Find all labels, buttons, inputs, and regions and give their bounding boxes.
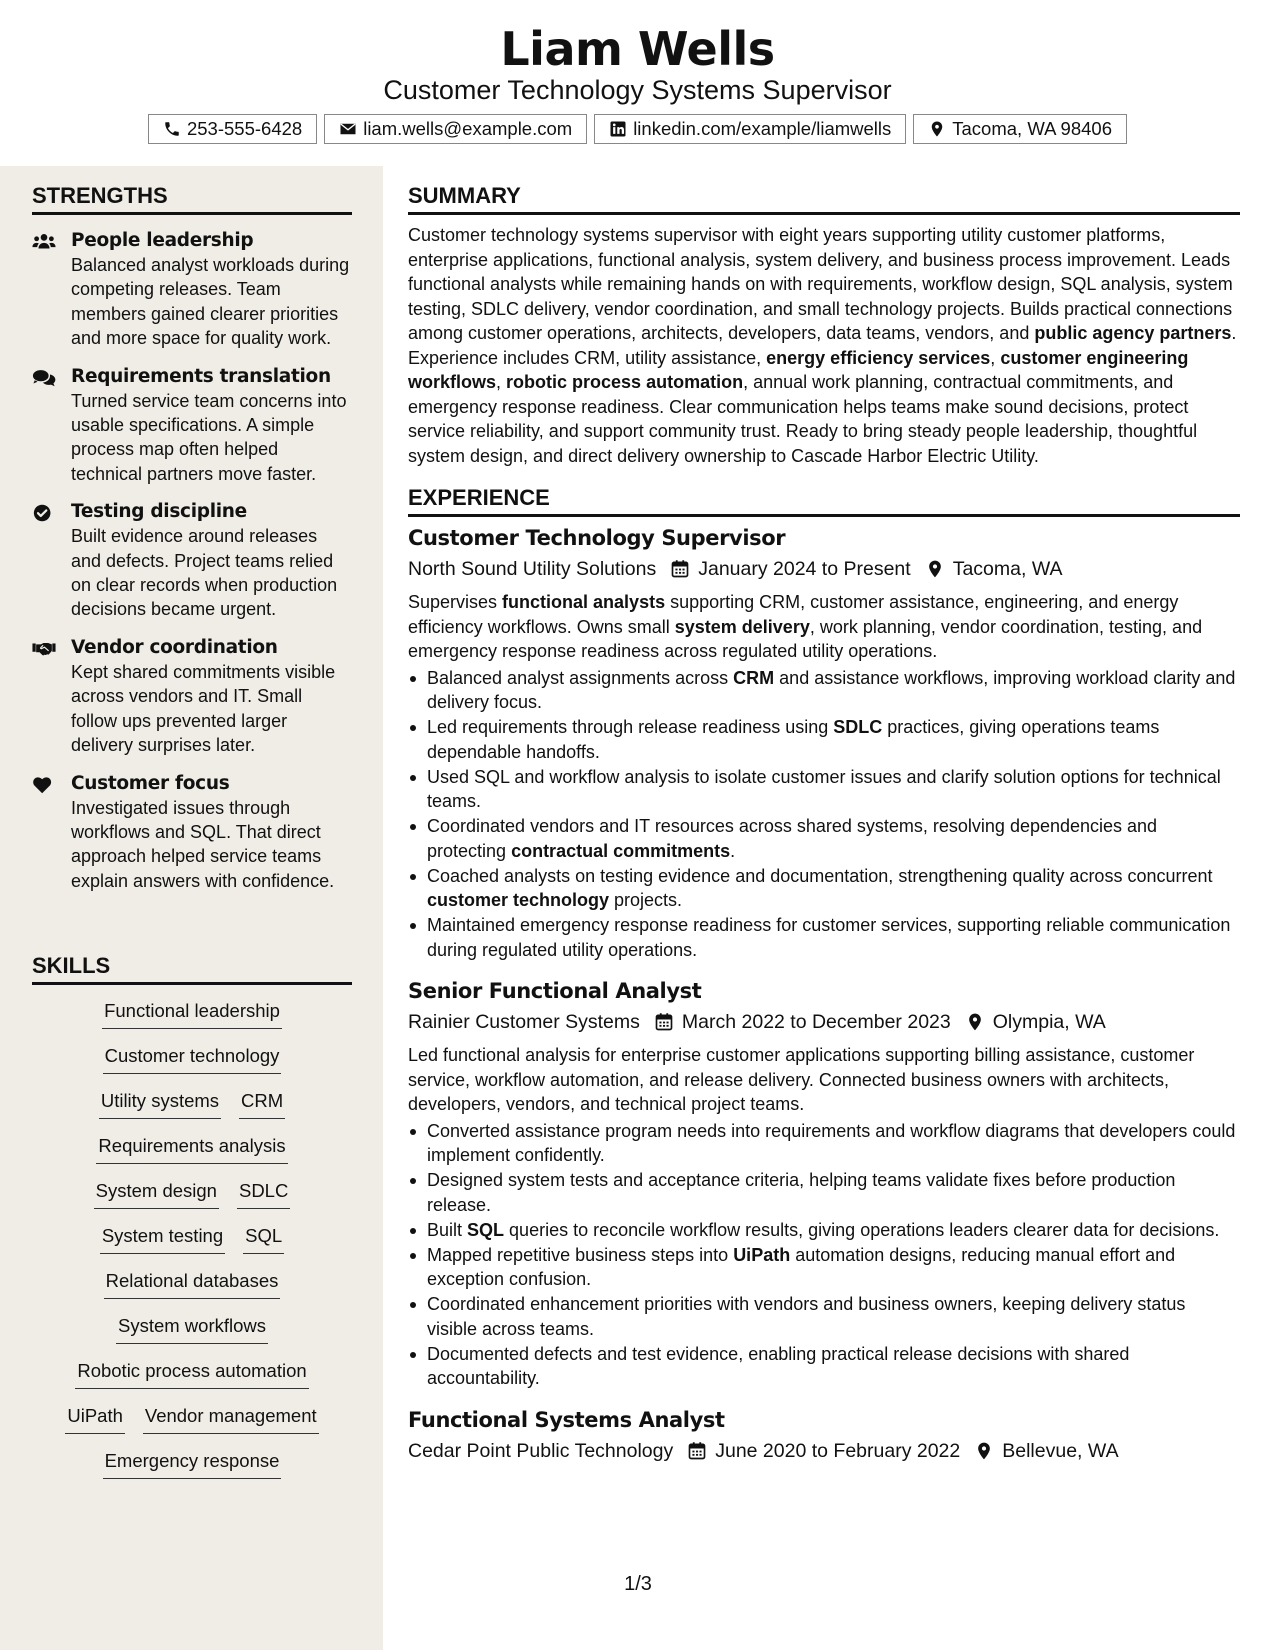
job-meta bbox=[408, 1436, 1240, 1466]
strength-item bbox=[32, 772, 352, 894]
job-company: Cedar Point Public Technology bbox=[408, 1439, 674, 1462]
skill-tag: Relational databases bbox=[104, 1269, 281, 1299]
strength-desc: Investigated issues through workflows and SQL. That direct approach helped service teams explain answers with confidence. bbox=[71, 797, 335, 891]
bold-phrase: robotic process automation bbox=[506, 372, 744, 392]
bold-phrase: public agency partners bbox=[1034, 323, 1232, 343]
map-pin-icon bbox=[974, 1441, 994, 1461]
skill-tag: Requirements analysis bbox=[96, 1134, 287, 1164]
bold-phrase: SQL bbox=[467, 1219, 505, 1240]
linkedin-icon bbox=[609, 120, 627, 138]
contact-location-text: Tacoma, WA 98406 bbox=[952, 118, 1112, 139]
strength-title: Requirements translation bbox=[71, 365, 331, 387]
job-meta bbox=[408, 554, 1240, 584]
job-meta bbox=[408, 1007, 1240, 1037]
bold-phrase: contractual commitments bbox=[511, 840, 731, 861]
skill-tag: Robotic process automation bbox=[75, 1359, 308, 1389]
skill-tag: CRM bbox=[239, 1089, 285, 1119]
bold-phrase: CRM bbox=[733, 667, 775, 688]
skill-tag: Customer technology bbox=[103, 1044, 282, 1074]
skill-row bbox=[32, 1134, 352, 1179]
job-location: Tacoma, WA bbox=[952, 558, 1063, 580]
skill-tag: Utility systems bbox=[99, 1089, 221, 1119]
job-dates: June 2020 to February 2022 bbox=[715, 1439, 961, 1462]
candidate-title: Customer Technology Systems Supervisor bbox=[383, 75, 892, 105]
comments-icon bbox=[32, 368, 56, 388]
bullet-item: Mapped repetitive business steps into UiPath automation designs, reducing manual effort and exception confusion. bbox=[408, 1243, 1240, 1292]
contact-bar bbox=[0, 114, 1275, 144]
job-bullets bbox=[408, 1119, 1240, 1391]
skill-row bbox=[32, 1269, 352, 1314]
contact-location bbox=[913, 114, 1127, 144]
bullet-item: Balanced analyst assignments across CRM and assistance workflows, improving workload clarity and delivery focus. bbox=[408, 666, 1240, 715]
skill-row bbox=[32, 1404, 352, 1449]
bullet-item: Used SQL and workflow analysis to isolate customer issues and clarify solution options for technical teams. bbox=[408, 765, 1240, 814]
job-entry bbox=[408, 523, 1240, 962]
bullet-item: Built SQL queries to reconcile workflow results, giving operations leaders clearer data for decisions. bbox=[408, 1218, 1240, 1243]
skills-heading: SKILLS bbox=[32, 952, 352, 985]
job-company: Rainier Customer Systems bbox=[408, 1011, 640, 1033]
bullet-item: Led requirements through release readiness using SDLC practices, giving operations teams dependable handoffs. bbox=[408, 715, 1240, 764]
job-title: Functional Systems Analyst bbox=[408, 1407, 725, 1432]
job-entry bbox=[408, 1405, 1240, 1466]
bold-phrase: energy efficiency services bbox=[766, 347, 991, 368]
skill-tag: SQL bbox=[243, 1224, 284, 1254]
job-dates: March 2022 to December 2023 bbox=[681, 1011, 951, 1033]
job-description: Led functional analysis for enterprise customer applications supporting billing assistance, customer service, workflow automation, and release delivery. Connected business owners with architects, developers, vendors, and technical project teams. bbox=[408, 1045, 1195, 1114]
experience-heading: EXPERIENCE bbox=[408, 484, 1240, 517]
strength-desc: Balanced analyst workloads during competing releases. Team members gained clearer priorities and more space for quality work. bbox=[71, 255, 350, 349]
experience-section bbox=[408, 484, 1240, 1466]
skill-row bbox=[32, 1359, 352, 1404]
phone-icon bbox=[163, 120, 181, 138]
skill-tag: UiPath bbox=[65, 1404, 125, 1434]
calendar-icon bbox=[687, 1441, 707, 1461]
bullet-item: Designed system tests and acceptance criteria, helping teams validate fixes before production release. bbox=[408, 1168, 1240, 1217]
strength-title: Testing discipline bbox=[71, 501, 247, 523]
skill-row bbox=[32, 1044, 352, 1089]
candidate-name: Liam Wells bbox=[500, 22, 775, 76]
bullet-item: Documented defects and test evidence, enabling practical release decisions with shared accountability. bbox=[408, 1342, 1240, 1391]
bullet-item: Coordinated vendors and IT resources across shared systems, resolving dependencies and protecting contractual commitments. bbox=[408, 814, 1240, 863]
job-title: Senior Functional Analyst bbox=[408, 979, 702, 1003]
contact-phone[interactable] bbox=[148, 114, 317, 144]
calendar-icon bbox=[654, 1012, 674, 1032]
job-company: North Sound Utility Solutions bbox=[408, 558, 657, 580]
skill-row bbox=[32, 1314, 352, 1359]
job-location: Olympia, WA bbox=[992, 1011, 1106, 1033]
resume-header bbox=[0, 0, 1275, 166]
strength-item bbox=[32, 365, 352, 487]
bold-phrase: system delivery bbox=[674, 616, 810, 637]
skill-tag: Emergency response bbox=[103, 1449, 282, 1479]
map-pin-icon bbox=[965, 1012, 985, 1032]
skill-tag: Functional leadership bbox=[102, 999, 282, 1029]
bullet-item: Coordinated enhancement priorities with vendors and business owners, keeping delivery status visible across teams. bbox=[408, 1292, 1240, 1341]
strength-desc: Kept shared commitments visible across vendors and IT. Small follow ups prevented larger delivery surprises later. bbox=[71, 661, 336, 756]
contact-linkedin-text: linkedin.com/example/liamwells bbox=[633, 118, 892, 139]
skills-section bbox=[32, 952, 352, 1494]
map-pin-icon bbox=[928, 120, 946, 138]
contact-phone-text: 253-555-6428 bbox=[186, 118, 303, 139]
job-location: Bellevue, WA bbox=[1002, 1439, 1119, 1462]
bullet-item: Converted assistance program needs into requirements and workflow diagrams that developers could implement confidently. bbox=[408, 1119, 1240, 1168]
sidebar bbox=[0, 166, 383, 1650]
strength-desc: Turned service team concerns into usable specifications. A simple process map often helped technical partners move faster. bbox=[71, 390, 347, 484]
skill-tag: Vendor management bbox=[143, 1404, 319, 1434]
bold-phrase: SDLC bbox=[833, 717, 883, 737]
job-entry bbox=[408, 976, 1240, 1391]
skill-row bbox=[32, 1224, 352, 1269]
summary-text: Customer technology systems supervisor with eight years supporting utility customer platforms, enterprise applications, functional analysis, system delivery, and business process improvement. Leads functional analysts while remaining hands on with requirements, workflow design, SQL analysis, system testing, SDLC delivery, vendor coordination, and small technology projects. Builds practical connections among customer operations, architects, developers, data teams, vendors, and public agency partners. Experience includes CRM, utility assistance, energy efficiency services, customer engineering workflows, robotic process automation, annual work planning, contractual commitments, and emergency response readiness. Clear communication helps teams make sound decisions, protect service reliability, and support community trust. Ready to bring steady people leadership, thoughtful system design, and direct delivery ownership to Cascade Harbor Electric Utility. bbox=[408, 225, 1237, 466]
skill-tag: System workflows bbox=[116, 1314, 268, 1344]
skill-tag: System testing bbox=[100, 1224, 225, 1254]
skill-row bbox=[32, 1089, 352, 1134]
contact-email[interactable] bbox=[324, 114, 587, 144]
bullet-item: Maintained emergency response readiness for customer services, supporting reliable communication during regulated utility operations. bbox=[408, 913, 1240, 962]
heart-icon bbox=[32, 775, 56, 795]
strength-title: People leadership bbox=[71, 230, 254, 251]
strength-item bbox=[32, 500, 352, 622]
skill-row bbox=[32, 999, 352, 1044]
job-bullets bbox=[408, 666, 1240, 963]
strengths-heading: STRENGTHS bbox=[32, 182, 352, 215]
strength-title: Vendor coordination bbox=[71, 636, 278, 658]
users-icon bbox=[32, 232, 56, 252]
bullet-item: Coached analysts on testing evidence and documentation, strengthening quality across concurrent customer technology projects. bbox=[408, 864, 1240, 913]
skill-row bbox=[32, 1179, 352, 1224]
job-description: Supervises functional analysts supporting CRM, customer assistance, engineering, and energy efficiency workflows. Owns small system delivery, work planning, vendor coordination, testing, and emergency response readiness across regulated utility operations. bbox=[408, 592, 1203, 661]
page-number: 1/3 bbox=[624, 1573, 652, 1595]
job-list bbox=[408, 523, 1240, 1466]
skills-list bbox=[32, 999, 352, 1494]
check-circle-icon bbox=[32, 503, 56, 523]
strength-item bbox=[32, 636, 352, 758]
strength-item bbox=[32, 229, 352, 351]
map-pin-icon bbox=[925, 559, 945, 579]
bold-phrase: customer engineering workflows bbox=[408, 347, 1189, 392]
job-title: Customer Technology Supervisor bbox=[408, 526, 786, 550]
calendar-icon bbox=[670, 559, 690, 579]
handshake-icon bbox=[32, 639, 56, 659]
contact-linkedin[interactable] bbox=[594, 114, 906, 144]
bold-phrase: functional analysts bbox=[502, 592, 666, 612]
skill-tag: System design bbox=[94, 1179, 219, 1209]
summary-heading: SUMMARY bbox=[408, 182, 1240, 215]
envelope-icon bbox=[339, 120, 357, 138]
strength-desc: Built evidence around releases and defects. Project teams relied on clear records when production decisions became urgent. bbox=[71, 526, 338, 620]
strength-title: Customer focus bbox=[71, 772, 230, 794]
job-dates: January 2024 to Present bbox=[698, 558, 911, 580]
bold-phrase: customer technology bbox=[427, 890, 610, 910]
skill-tag: SDLC bbox=[237, 1179, 290, 1209]
bold-phrase: UiPath bbox=[733, 1244, 791, 1265]
main-content bbox=[408, 166, 1240, 1466]
skill-row bbox=[32, 1449, 352, 1494]
summary-section bbox=[408, 182, 1240, 468]
contact-email-text: liam.wells@example.com bbox=[363, 118, 573, 139]
strengths-section bbox=[32, 182, 352, 893]
